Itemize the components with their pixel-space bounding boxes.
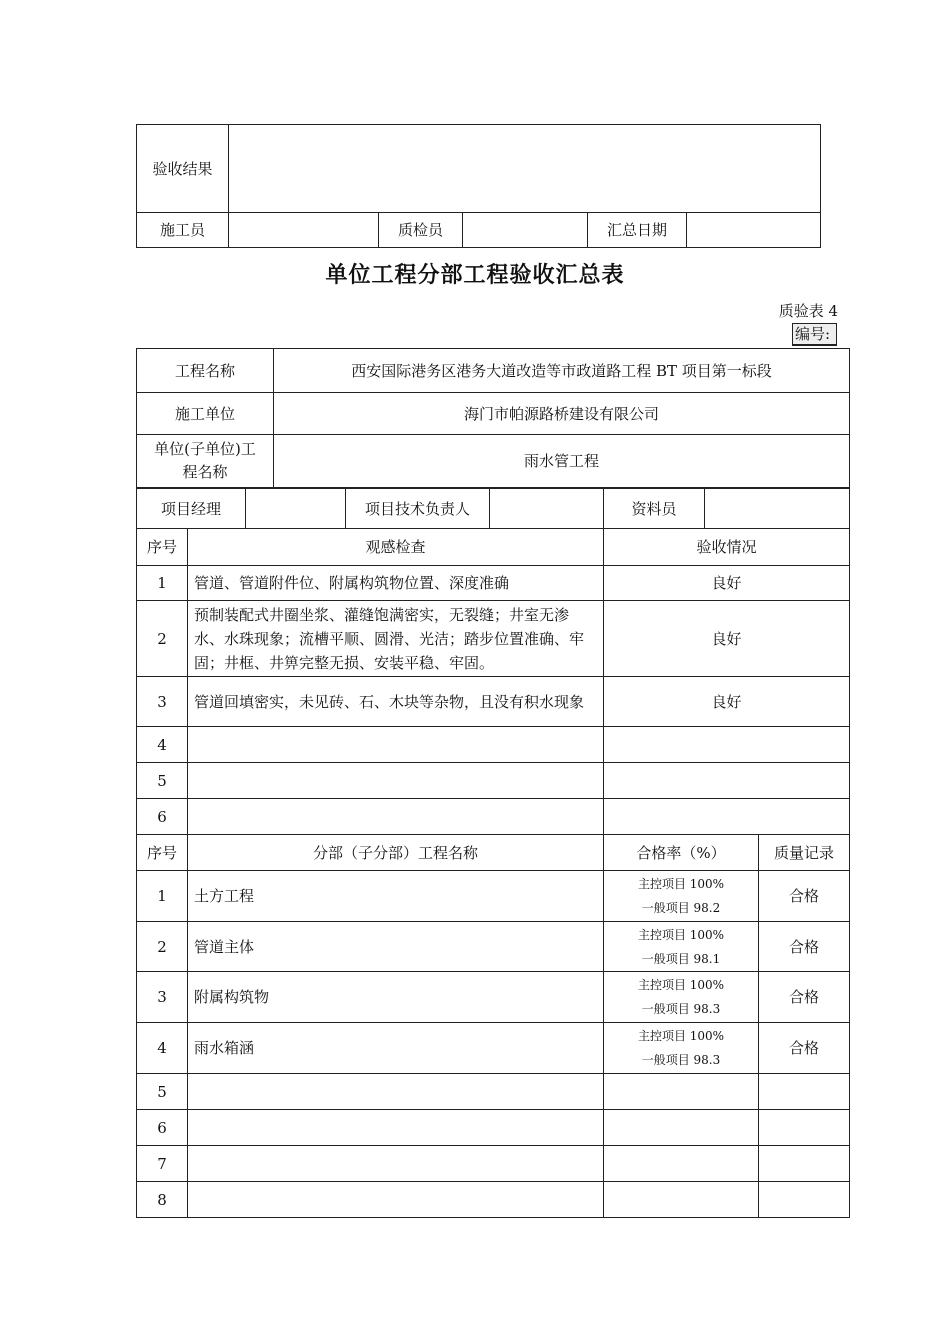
row-name	[188, 1146, 604, 1182]
table-row	[137, 1146, 850, 1182]
row-rate	[604, 922, 759, 972]
row-rate	[604, 1146, 759, 1182]
division-name-header: 分部（子分部）工程名称	[188, 835, 604, 871]
general-rate: 一般项目 98.2	[641, 901, 721, 915]
table-row	[137, 763, 850, 799]
row-name	[188, 1074, 604, 1110]
main-rate: 主控项目 100%	[637, 877, 725, 891]
table-row	[137, 1074, 850, 1110]
serial-number-label: 编号:	[792, 323, 837, 346]
row-record: 合格	[759, 972, 850, 1023]
row-name: 雨水箱涵	[188, 1023, 604, 1074]
row-text	[188, 763, 604, 799]
appearance-check-header: 观感检查	[188, 529, 604, 566]
result-label: 验收结果	[137, 125, 229, 213]
row-no: 4	[137, 727, 188, 763]
row-record: 合格	[759, 871, 850, 922]
row-status	[604, 799, 850, 835]
project-info-table	[136, 348, 850, 488]
row-rate	[604, 1023, 759, 1074]
construction-unit-value: 海门市帕源路桥建设有限公司	[274, 393, 850, 435]
table-row	[137, 799, 850, 835]
row-no: 5	[137, 1074, 188, 1110]
divisions-table	[136, 834, 850, 1218]
appearance-status-header: 验收情况	[604, 529, 850, 566]
builder-value	[229, 213, 379, 248]
summary-date-value	[687, 213, 821, 248]
row-status	[604, 763, 850, 799]
row-record	[759, 1182, 850, 1218]
table-row	[137, 601, 850, 677]
row-no: 7	[137, 1146, 188, 1182]
sub-unit-label-line2: 程名称	[182, 463, 228, 481]
table-row	[137, 871, 850, 922]
table-row	[137, 1023, 850, 1074]
construction-unit-label: 施工单位	[137, 393, 274, 435]
manager-value	[246, 489, 346, 529]
personnel-table	[136, 488, 850, 529]
row-rate	[604, 1182, 759, 1218]
row-text: 管道回填密实，未见砖、石、木块等杂物，且没有积水现象	[188, 677, 604, 727]
row-no: 2	[137, 601, 188, 677]
table-row	[137, 922, 850, 972]
row-no: 1	[137, 871, 188, 922]
row-no: 1	[137, 566, 188, 601]
row-name	[188, 1182, 604, 1218]
data-clerk-label: 资料员	[604, 489, 705, 529]
row-record	[759, 1074, 850, 1110]
project-name-value: 西安国际港务区港务大道改造等市政道路工程 BT 项目第一标段	[274, 349, 850, 393]
row-status: 良好	[604, 601, 850, 677]
sub-unit-label	[137, 435, 274, 488]
project-name-label: 工程名称	[137, 349, 274, 393]
builder-label: 施工员	[137, 213, 229, 248]
appearance-table	[136, 528, 850, 835]
inspector-value	[463, 213, 588, 248]
division-rate-header: 合格率（%）	[604, 835, 759, 871]
division-no-header: 序号	[137, 835, 188, 871]
main-rate: 主控项目 100%	[637, 978, 725, 992]
table-row	[137, 1182, 850, 1218]
sub-unit-label-line1: 单位(子单位)工	[154, 440, 256, 458]
general-rate: 一般项目 98.3	[641, 1053, 721, 1067]
row-rate	[604, 1110, 759, 1146]
manager-label: 项目经理	[137, 489, 246, 529]
row-record	[759, 1110, 850, 1146]
table-row	[137, 727, 850, 763]
sub-unit-value: 雨水管工程	[274, 435, 850, 488]
row-status: 良好	[604, 677, 850, 727]
table-row	[137, 566, 850, 601]
row-text	[188, 727, 604, 763]
row-text: 管道、管道附件位、附属构筑物位置、深度准确	[188, 566, 604, 601]
division-record-header: 质量记录	[759, 835, 850, 871]
row-name	[188, 1110, 604, 1146]
row-name: 管道主体	[188, 922, 604, 972]
row-no: 3	[137, 972, 188, 1023]
row-name: 土方工程	[188, 871, 604, 922]
inspector-label: 质检员	[379, 213, 463, 248]
row-no: 6	[137, 1110, 188, 1146]
main-rate: 主控项目 100%	[637, 927, 725, 942]
main-rate: 主控项目 100%	[637, 1029, 725, 1043]
row-no: 8	[137, 1182, 188, 1218]
row-no: 4	[137, 1023, 188, 1074]
row-text	[188, 799, 604, 835]
row-record	[759, 1146, 850, 1182]
row-name: 附属构筑物	[188, 972, 604, 1023]
row-record: 合格	[759, 1023, 850, 1074]
row-text: 预制装配式井圈坐浆、灌缝饱满密实，无裂缝；井室无渗水、水珠现象；流槽平顺、圆滑、光洁；踏步位置准确、牢固；井框、井箅完整无损、安装平稳、牢固。	[188, 601, 604, 677]
row-no: 5	[137, 763, 188, 799]
row-rate	[604, 972, 759, 1023]
row-status	[604, 727, 850, 763]
summary-date-label: 汇总日期	[588, 213, 687, 248]
tech-lead-value	[490, 489, 604, 529]
tech-lead-label: 项目技术负责人	[346, 489, 490, 529]
row-record: 合格	[759, 922, 850, 972]
row-no: 6	[137, 799, 188, 835]
acceptance-result-table	[136, 124, 821, 248]
general-rate: 一般项目 98.1	[641, 951, 721, 966]
result-value	[229, 125, 821, 213]
form-number: 质验表 4	[778, 302, 838, 320]
page-title: 单位工程分部工程验收汇总表	[325, 263, 625, 288]
row-status: 良好	[604, 566, 850, 601]
table-row	[137, 972, 850, 1023]
table-row	[137, 1110, 850, 1146]
general-rate: 一般项目 98.3	[641, 1002, 721, 1016]
data-clerk-value	[705, 489, 850, 529]
table-row	[137, 677, 850, 727]
row-no: 3	[137, 677, 188, 727]
row-rate	[604, 1074, 759, 1110]
row-rate	[604, 871, 759, 922]
row-no: 2	[137, 922, 188, 972]
appearance-no-header: 序号	[137, 529, 188, 566]
